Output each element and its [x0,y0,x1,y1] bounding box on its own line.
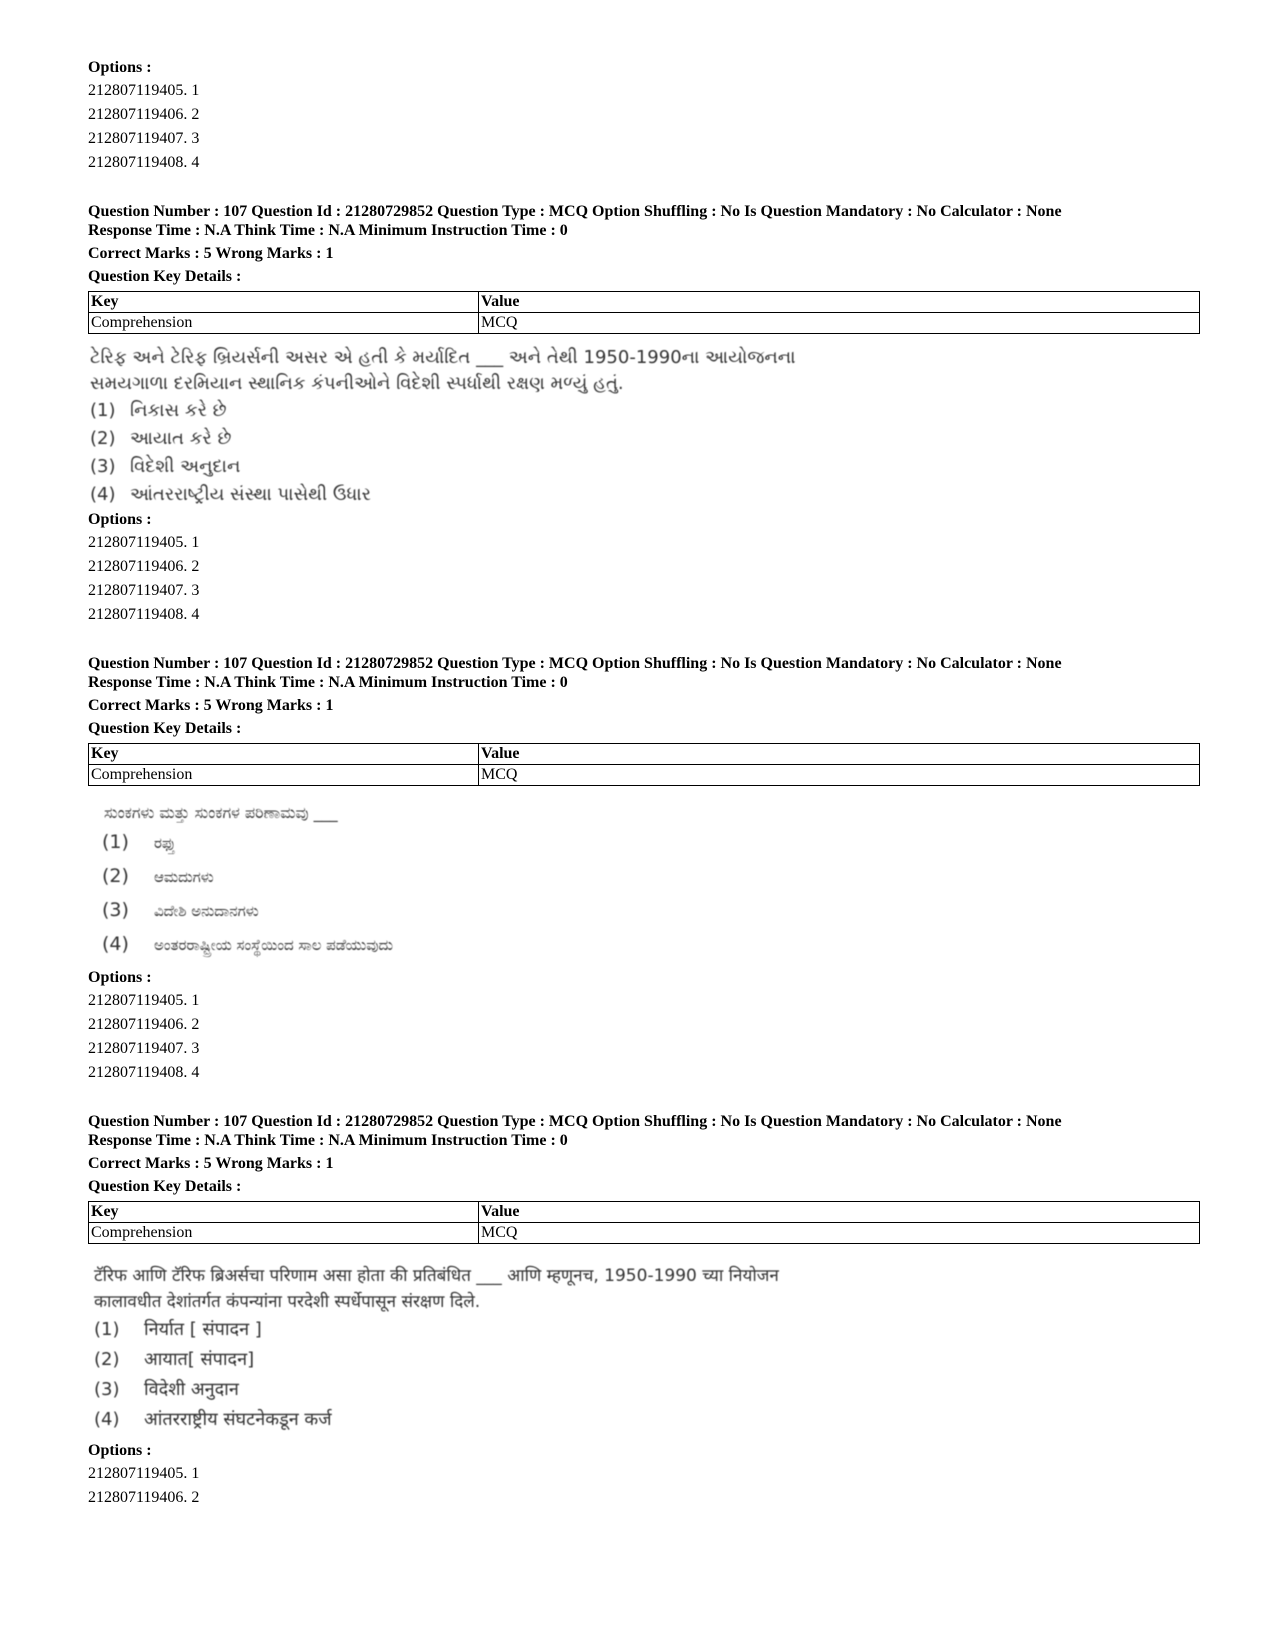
image-option-text: निर्यात [ संपादन ] [144,1319,262,1340]
image-option-text: આયાત કરે છે [130,428,232,449]
option-item: 212807119406. 2 [88,558,200,575]
question-image [102,800,393,962]
image-option-text: ಆಮದುಗಳು [154,868,214,886]
key-value-table [88,743,1200,786]
image-option-number: (4) [102,933,129,955]
image-option [90,481,796,509]
image-option [102,860,393,894]
question-header: Question Number : 107 Question Id : 21280729852 Question Type : MCQ Option Shuffling : No Is Question Mandatory : No Calculator : None [88,1113,1062,1130]
image-option [94,1315,779,1345]
question-timing: Response Time : N.A Think Time : N.A Minimum Instruction Time : 0 [88,674,568,691]
question-key-details-label: Question Key Details : [88,268,242,285]
image-option-text: વિદેશી અનુદાન [130,456,241,477]
image-option [90,453,796,481]
image-option-number: (3) [102,899,129,921]
question-header: Question Number : 107 Question Id : 21280729852 Question Type : MCQ Option Shuffling : No Is Question Mandatory : No Calculator : None [88,655,1062,672]
image-option-number: (2) [94,1349,120,1370]
option-item: 212807119407. 3 [88,130,200,147]
question-block [88,202,1200,334]
image-option [102,826,393,860]
image-option-number: (3) [94,1379,120,1400]
image-option-number: (4) [90,484,116,505]
option-item: 212807119408. 4 [88,154,200,171]
image-option [94,1345,779,1375]
top-options-block [88,57,1200,175]
table-header-key: Key [89,292,479,313]
option-item: 212807119406. 2 [88,106,200,123]
options-block [88,509,1200,627]
question-marks: Correct Marks : 5 Wrong Marks : 1 [88,1155,334,1172]
table-cell-key: Comprehension [89,313,479,334]
key-value-table [88,1201,1200,1244]
options-label: Options : [88,511,152,528]
image-option-number: (1) [94,1319,120,1340]
question-image [94,1263,779,1435]
question-image [90,345,796,509]
image-option-text: ರಫ್ತು [154,834,176,852]
image-option-number: (3) [90,456,116,477]
question-stem: સમયગાળા દરમિયાન સ્થાનિક કંપનીઓને વિદેશી સ્પર્ધાથી રક્ષણ મળ્યું હતું. [90,373,624,394]
option-item: 212807119406. 2 [88,1489,200,1506]
table-header-value: Value [479,744,1200,765]
table-cell-value: MCQ [479,1223,1200,1244]
image-option-text: आयात[ संपादन] [144,1349,255,1370]
image-option-text: નિકાસ કરે છે [130,400,227,421]
image-option [90,425,796,453]
question-marks: Correct Marks : 5 Wrong Marks : 1 [88,697,334,714]
option-item: 212807119405. 1 [88,82,200,99]
table-cell-key: Comprehension [89,765,479,786]
option-item: 212807119406. 2 [88,1016,200,1033]
key-value-table [88,291,1200,334]
image-option [94,1405,779,1435]
option-item: 212807119407. 3 [88,582,200,599]
question-block [88,1112,1200,1244]
option-item: 212807119408. 4 [88,1064,200,1081]
table-cell-value: MCQ [479,313,1200,334]
image-option [90,397,796,425]
question-header: Question Number : 107 Question Id : 21280729852 Question Type : MCQ Option Shuffling : No Is Question Mandatory : No Calculator : None [88,203,1062,220]
options-block [88,967,1200,1085]
image-option-number: (1) [102,831,129,853]
option-item: 212807119408. 4 [88,606,200,623]
image-option-number: (2) [102,865,129,887]
image-option-number: (4) [94,1409,120,1430]
table-header-key: Key [89,744,479,765]
question-block [88,654,1200,786]
question-key-details-label: Question Key Details : [88,1178,242,1195]
image-option-text: विदेशी अनुदान [144,1379,239,1400]
question-timing: Response Time : N.A Think Time : N.A Minimum Instruction Time : 0 [88,222,568,239]
question-stem: टॅरिफ आणि टॅरिफ ब्रिअर्सचा परिणाम असा होता की प्रतिबंधित ___ आणि म्हणूनच, 1950-1990 च्या नियोजन [94,1266,779,1286]
question-timing: Response Time : N.A Think Time : N.A Minimum Instruction Time : 0 [88,1132,568,1149]
image-option-text: आंतरराष्ट्रीय संघटनेकडून कर्ज [144,1409,332,1430]
image-option [94,1375,779,1405]
options-label: Options : [88,969,152,986]
table-header-key: Key [89,1202,479,1223]
image-option-text: આંતરરાષ્ટ્રીય સંસ્થા પાસેથી ઉધાર [130,484,371,505]
question-stem: ટેરિફ અને ટેરિફ બ્રિયર્સની અસર એ હતી કે મર્યાદિત ___ અને તેથી 1950-1990ના આયોજનના [90,347,796,368]
image-option-text: ವಿದೇಶಿ ಅನುದಾನಗಳು [154,902,259,920]
image-option-text: ಅಂತರರಾಷ್ಟ್ರೀಯ ಸಂಸ್ಥೆಯಿಂದ ಸಾಲ ಪಡೆಯುವುದು [154,936,393,954]
image-option [102,928,393,962]
question-stem: ಸುಂಕಗಳು ಮತ್ತು ಸುಂಕಗಳ ಪರಿಣಾಮವು ___ [104,803,338,822]
option-item: 212807119405. 1 [88,534,200,551]
table-cell-key: Comprehension [89,1223,479,1244]
table-header-value: Value [479,292,1200,313]
table-cell-value: MCQ [479,765,1200,786]
options-label: Options : [88,1442,152,1459]
table-header-value: Value [479,1202,1200,1223]
option-item: 212807119407. 3 [88,1040,200,1057]
option-item: 212807119405. 1 [88,992,200,1009]
options-block [88,1440,1200,1510]
image-option [102,894,393,928]
image-option-number: (2) [90,428,116,449]
options-label: Options : [88,59,152,76]
question-marks: Correct Marks : 5 Wrong Marks : 1 [88,245,334,262]
question-key-details-label: Question Key Details : [88,720,242,737]
image-option-number: (1) [90,400,116,421]
option-item: 212807119405. 1 [88,1465,200,1482]
question-stem: कालावधीत देशांतर्गत कंपन्यांना परदेशी स्पर्धेपासून संरक्षण दिले. [94,1292,481,1312]
